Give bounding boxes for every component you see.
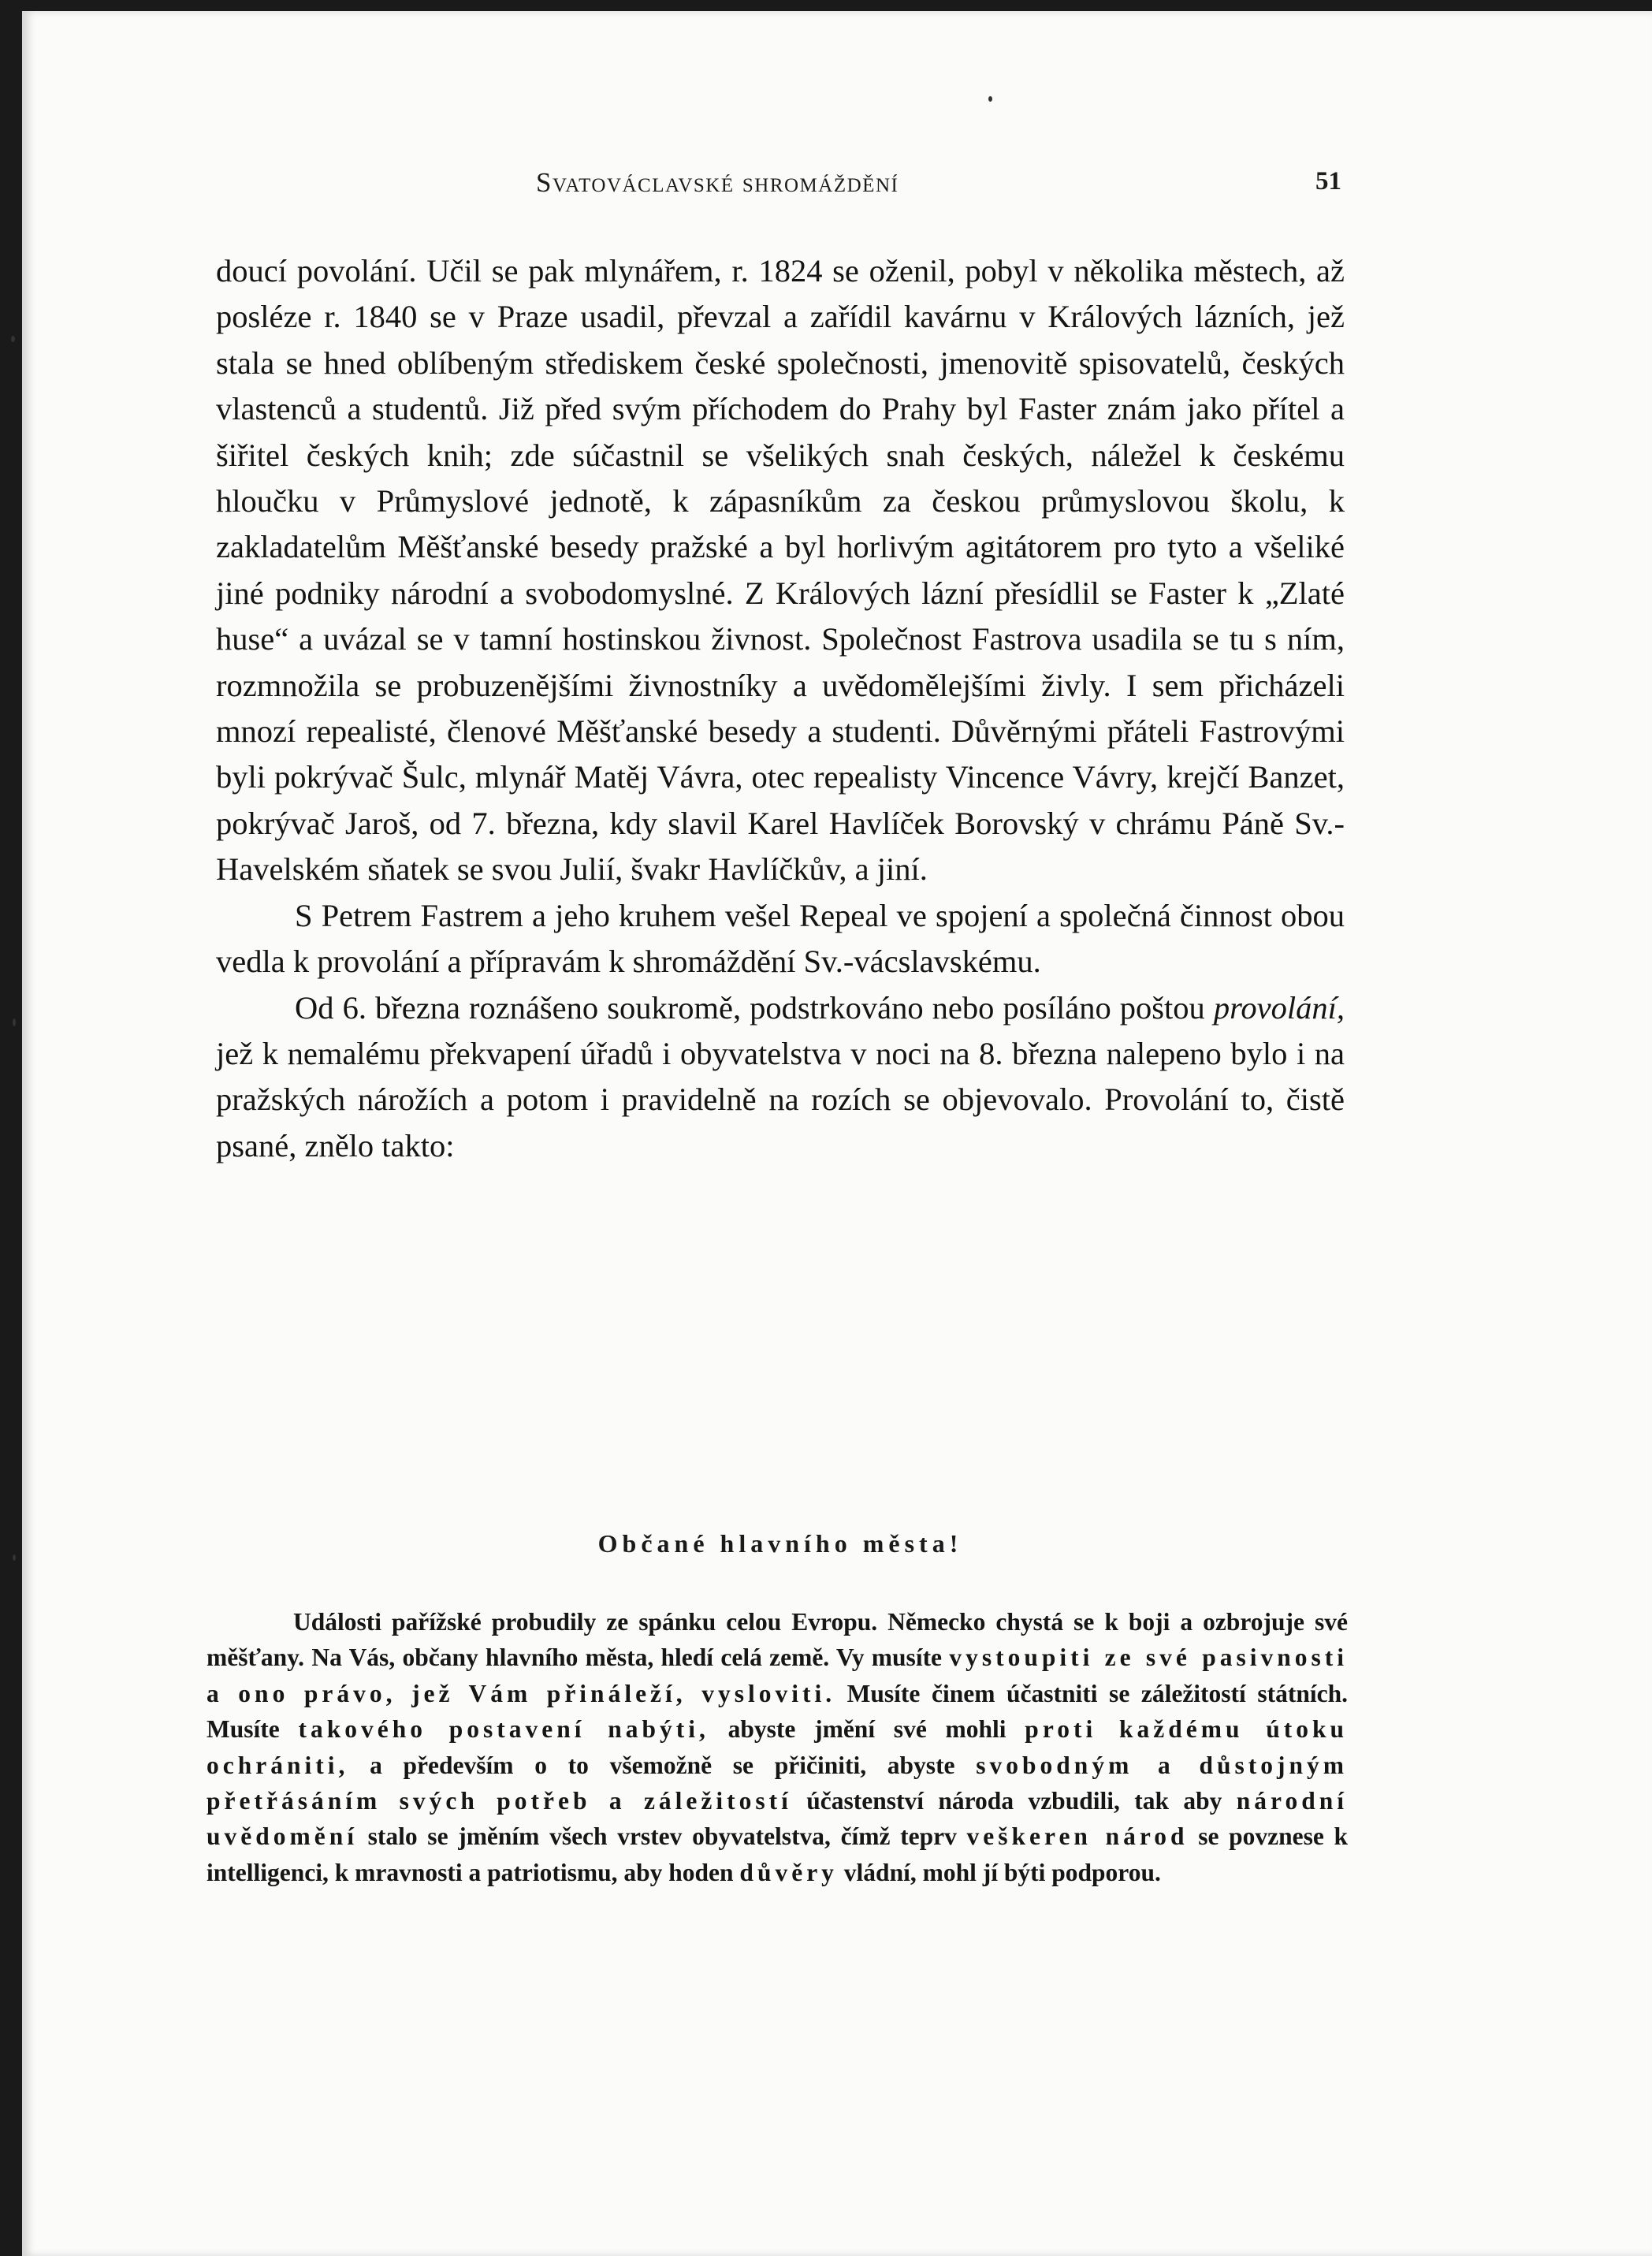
- paragraph-1: doucí povolání. Učil se pak mlynářem, r. 1824 se oženil, pobyl v několika městech, až posléze r. 1840 se v Praze usadil, převzal a zařídil kavárnu v Králových lázních, jež stala se hned oblíbeným střediskem české společnosti, jmenovitě spisovatelů, českých vlastenců a studentů. Již před svým příchodem do Prahy byl Faster znám jako přítel a šiřitel českých knih; zde súčastnil se všelikých snah českých, náležel k českému hloučku v Průmyslové jednotě, k zápasníkům za českou průmyslovou školu, k zakladatelům Měšťanské besedy pražské a byl horlivým agitátorem pro tyto a všeliké jiné podniky národní a svobodomyslné. Z Králových lázní přesídlil se Faster k „Zlaté huse“ a uvázal se v tamní hostinskou živnost. Společnost Fastrova usadila se tu s ním, rozmnožila se probuzenějšími živnostníky a uvědomělejšími živly. I sem přicházeli mnozí repealisté, členové Měšťanské besedy a studenti. Důvěrnými přáteli Fastrovými byli pokrývač Šulc, mlynář Matěj Vávra, otec repealisty Vincence Vávry, krejčí Banzet, pokrývač Jaroš, od 7. března, kdy slavil Karel Havlíček Borovský v chrámu Páně Sv.-Havelském sňatek se svou Julií, švakr Havlíčkův, a jiní.: [216, 253, 1345, 888]
- spaced-emphasis: svobodným a důstojným přetřásáním svých potřeb a záležitostí: [206, 1751, 1348, 1815]
- proclamation-segment: stalo se jměním všech vrstev obyvatelstva, čímž teprv: [358, 1822, 967, 1851]
- proclamation-segment: a především o to všemožně se přičiniti, abyste: [348, 1751, 977, 1779]
- page-number: 51: [1315, 167, 1341, 195]
- proclamation-segment: Události pařížské probudily ze spánku celou Evropu. Německo chystá se k boji a ozbrojuje své měšťany. Na Vás, občany hlavního města, hledí celá země. Vy musíte: [206, 1608, 1348, 1672]
- scan-speck: [988, 96, 992, 102]
- scan-speck: [11, 336, 15, 342]
- proclamation-segment: Musíte činem účastniti se záležitostí státních. Musíte: [206, 1679, 1348, 1744]
- proclamation-segment: se povznese k intelligenci, k mravnosti a patriotismu, aby hoden: [206, 1822, 1348, 1886]
- spaced-emphasis: národní uvědomění: [206, 1787, 1348, 1851]
- spaced-emphasis: veškeren národ: [966, 1822, 1189, 1851]
- proclamation-segment: vládní, mohl jí býti podporou.: [837, 1858, 1161, 1886]
- proclamation-segment: abyste jmění své mohli: [709, 1715, 1025, 1744]
- proclamation-segment: účastenství národa vzbudili, tak aby: [791, 1787, 1237, 1815]
- paragraph-3-start: Od 6. března roznášeno soukromě, podstrkováno nebo posíláno poštou: [295, 989, 1214, 1026]
- spaced-emphasis: důvěry: [739, 1858, 838, 1886]
- running-header: [536, 167, 1341, 205]
- spaced-emphasis: takového postavení nabýti,: [298, 1715, 709, 1744]
- scan-speck: [13, 1018, 16, 1026]
- emphasis-provolani: provolání,: [1213, 989, 1345, 1026]
- proclamation-text: [206, 1604, 1348, 1890]
- spaced-emphasis: vystoupiti ze své pasivnosti a ono právo, jež Vám přináleží, vysloviti.: [206, 1644, 1349, 1707]
- proclamation-title: Občané hlavního města!: [597, 1529, 963, 1558]
- scan-speck: [13, 1554, 16, 1561]
- paragraph-2: S Petrem Fastrem a jeho kruhem vešel Repeal ve spojení a společná činnost obou vedla k provolání a přípravám k shromáždění Sv.-vácslavskému.: [216, 897, 1345, 980]
- paragraph-3: [216, 985, 1345, 1170]
- spaced-emphasis: proti každému útoku ochrániti,: [206, 1715, 1348, 1779]
- body-text: [216, 248, 1345, 1169]
- proclamation-paragraph: [206, 1604, 1348, 1890]
- paragraph-3-end: jež k nemalému překvapení úřadů i obyvatelstva v noci na 8. března nalepeno bylo i na pražských nárožích a potom i pravidelně na rozích se objevovalo. Provolání to, čistě psané, znělo takto:: [216, 1035, 1345, 1163]
- running-title: Svatováclavské shromáždění: [536, 167, 899, 198]
